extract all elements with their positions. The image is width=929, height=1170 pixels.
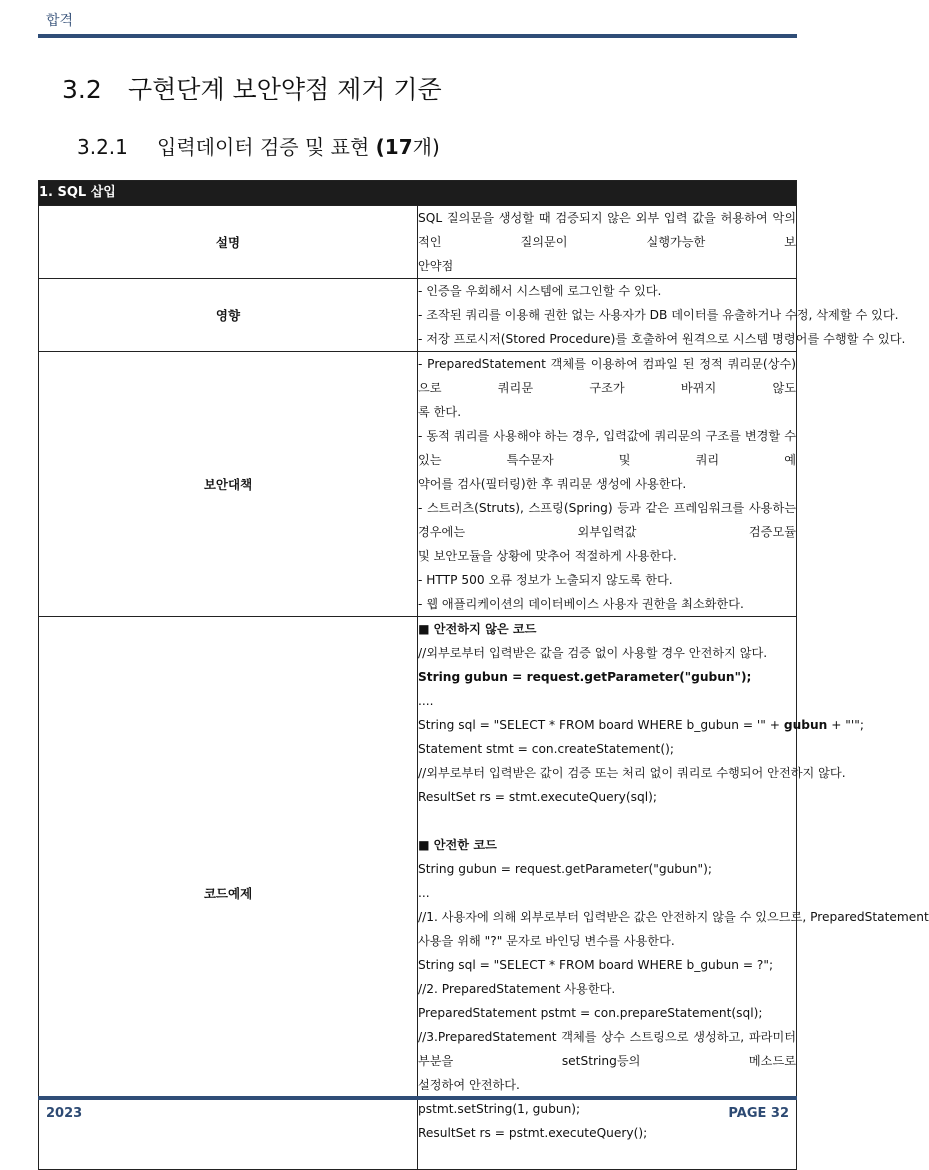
- section-title: 구현단계 보안약점 제거 기준: [128, 75, 442, 104]
- countermeasure-line: 록 한다.: [418, 405, 462, 419]
- section-number: 3.2: [62, 75, 102, 104]
- code-line: ....: [418, 694, 434, 708]
- description-line: SQL 질의문을 생성할 때 검증되지 않은 외부 입력 값을 허용하여 악의적인 질의문이 실행가능한 보: [418, 211, 796, 249]
- table-title: 1. SQL 삽입: [39, 181, 797, 206]
- impact-line: - 저장 프로시저(Stored Procedure)를 호출하여 원격으로 시스템 명령어를 수행할 수 있다.: [418, 332, 906, 346]
- countermeasure-line: - PreparedStatement 객체를 이용하여 컴파일 된 정적 쿼리문(상수)으로 쿼리문 구조가 바뀌지 않도: [418, 357, 796, 395]
- code-line: //외부로부터 입력받은 값이 검증 또는 처리 없이 쿼리로 수행되어 안전하지 않다.: [418, 766, 846, 780]
- table-row-code: [39, 617, 797, 1170]
- table-row-impact: [39, 279, 797, 352]
- subsection-count: (17개): [375, 135, 440, 159]
- code-line: String gubun = request.getParameter("gubun");: [418, 670, 752, 684]
- row-label-code: 코드예제: [39, 617, 418, 1170]
- header-label: 합격: [46, 13, 74, 29]
- row-label-description: 설명: [39, 206, 418, 279]
- countermeasure-line: - 웹 애플리케이션의 데이터베이스 사용자 권한을 최소화한다.: [418, 597, 744, 611]
- code-line: ...: [418, 886, 430, 900]
- code-line: String sql = "SELECT * FROM board WHERE b_gubun = '" + gubun + "'";: [418, 718, 864, 732]
- footer-page-number: PAGE 32: [728, 1106, 789, 1121]
- countermeasure-line: 및 보안모듈을 상황에 맞추어 적절하게 사용한다.: [418, 549, 677, 563]
- code-line: //1. 사용자에 의해 외부로부터 입력받은 값은 안전하지 않을 수 있으므로, PreparedStatement: [418, 910, 929, 924]
- code-line: pstmt.setString(1, gubun);: [418, 1102, 581, 1116]
- countermeasure-line: - HTTP 500 오류 정보가 노출되지 않도록 한다.: [418, 573, 673, 587]
- countermeasure-line: 약어를 검사(필터링)한 후 쿼리문 생성에 사용한다.: [418, 477, 687, 491]
- subsection-number: 3.2.1: [77, 135, 128, 159]
- impact-line: - 인증을 우회해서 시스템에 로그인할 수 있다.: [418, 284, 662, 298]
- code-line: //3.PreparedStatement 객체를 상수 스트링으로 생성하고, 파라미터 부분을 setString등의 메소드로: [418, 1030, 796, 1068]
- subsection-title: 입력데이터 검증 및 표현: [157, 135, 370, 159]
- impact-line: - 조작된 쿼리를 이용해 권한 없는 사용자가 DB 데이터를 유출하거나 수정, 삭제할 수 있다.: [418, 308, 899, 322]
- footer-rule: [38, 1096, 797, 1100]
- code-line: PreparedStatement pstmt = con.prepareStatement(sql);: [418, 1006, 763, 1020]
- code-line: String sql = "SELECT * FROM board WHERE b_gubun = ?";: [418, 958, 774, 972]
- code-line: ResultSet rs = stmt.executeQuery(sql);: [418, 790, 657, 804]
- code-line: ResultSet rs = pstmt.executeQuery();: [418, 1126, 648, 1140]
- highlighted-variable: gubun: [783, 718, 828, 732]
- section-heading: [62, 70, 442, 106]
- table-title-row: [39, 181, 797, 206]
- code-line: Statement stmt = con.createStatement();: [418, 742, 674, 756]
- impact-content: [418, 279, 906, 352]
- code-line: 사용을 위해 "?" 문자로 바인딩 변수를 사용한다.: [418, 934, 675, 948]
- footer-year: 2023: [46, 1106, 83, 1121]
- table-row-countermeasure: [39, 352, 797, 617]
- code-line: //2. PreparedStatement 사용한다.: [418, 982, 616, 996]
- table-row-description: [39, 206, 797, 279]
- header-rule: [38, 34, 797, 38]
- description-line: 안약점: [418, 259, 454, 273]
- countermeasure-line: - 동적 쿼리를 사용해야 하는 경우, 입력값에 쿼리문의 구조를 변경할 수 있는 특수문자 및 쿼리 예: [418, 429, 796, 467]
- code-line: //외부로부터 입력받은 값을 검증 없이 사용할 경우 안전하지 않다.: [418, 646, 768, 660]
- unsafe-code-heading: ■ 안전하지 않은 코드: [418, 622, 537, 636]
- vulnerability-table: [38, 180, 929, 1170]
- description-content: [418, 206, 797, 279]
- subsection-heading: [77, 131, 440, 160]
- countermeasure-content: [418, 352, 797, 617]
- countermeasure-line: - 스트러츠(Struts), 스프링(Spring) 등과 같은 프레임워크를 사용하는 경우에는 외부입력값 검증모듈: [418, 501, 796, 539]
- code-line: 설정하여 안전하다.: [418, 1078, 520, 1092]
- safe-code-heading: ■ 안전한 코드: [418, 838, 497, 852]
- code-content: [418, 617, 929, 1170]
- row-label-countermeasure: 보안대책: [39, 352, 418, 617]
- code-line: String gubun = request.getParameter("gubun");: [418, 862, 712, 876]
- spacer: [418, 809, 796, 833]
- row-label-impact: 영향: [39, 279, 418, 352]
